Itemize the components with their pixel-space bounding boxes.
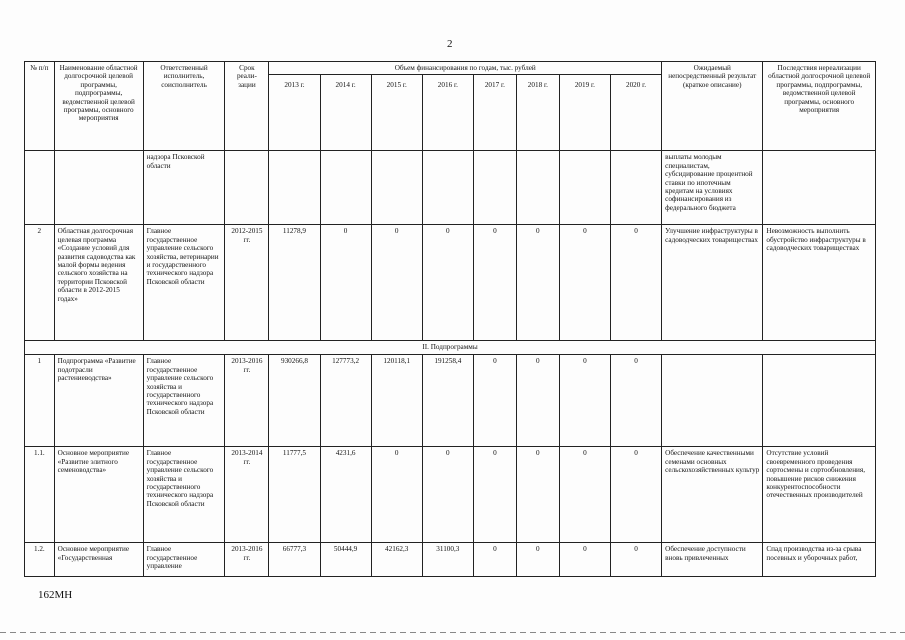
row-term: 2013-2016 гг.	[225, 543, 269, 577]
row-name: Подпрограмма «Развитие подотрасли растениеводства»	[54, 355, 143, 447]
table-row	[25, 151, 876, 225]
row-value: 0	[473, 225, 516, 341]
row-term: 2013-2014 гг.	[225, 447, 269, 543]
row-value: 0	[516, 447, 559, 543]
row-executor: Главное государственное управление сельского хозяйства и государственного технического надзора Псковской области	[143, 355, 225, 447]
row-value	[422, 151, 473, 225]
row-value: 120118,1	[371, 355, 422, 447]
row-value: 0	[516, 355, 559, 447]
row-value	[610, 151, 661, 225]
header-year: 2016 г.	[422, 75, 473, 151]
row-consequences: Невозможность выполнить обустройство инфраструктуры в садоводческих товариществах	[763, 225, 876, 341]
row-value: 0	[610, 355, 661, 447]
row-consequences	[763, 151, 876, 225]
row-consequences: Отсутствие условий своевременного проведения сортосмены и сортообновления, повышение рисков снижения конкурентоспособности отечественных производителей	[763, 447, 876, 543]
row-value	[269, 151, 320, 225]
row-num: 1.1.	[25, 447, 55, 543]
row-value: 11278,9	[269, 225, 320, 341]
header-year: 2014 г.	[320, 75, 371, 151]
row-value	[473, 151, 516, 225]
header-result: Ожидаемый непосредственный результат (краткое описание)	[662, 62, 763, 151]
row-value	[371, 151, 422, 225]
row-num: 1.2.	[25, 543, 55, 577]
row-name: Основное мероприятие «Государственная	[54, 543, 143, 577]
row-value: 0	[559, 225, 610, 341]
row-value: 42162,3	[371, 543, 422, 577]
row-value: 0	[516, 543, 559, 577]
row-value: 0	[559, 543, 610, 577]
header-year: 2019 г.	[559, 75, 610, 151]
header-num: № п/п	[25, 62, 55, 151]
row-value: 0	[422, 447, 473, 543]
row-result: Обеспечение качественными семенами основных сельскохозяйственных культур	[662, 447, 763, 543]
row-value: 0	[371, 447, 422, 543]
row-term	[225, 151, 269, 225]
row-value	[320, 151, 371, 225]
row-value	[559, 151, 610, 225]
section-title: II. Подпрограммы	[25, 341, 876, 355]
row-value: 0	[559, 355, 610, 447]
header-year: 2018 г.	[516, 75, 559, 151]
row-value: 930266,8	[269, 355, 320, 447]
row-executor: Главное государственное управление	[143, 543, 225, 577]
row-term: 2013-2016 гг.	[225, 355, 269, 447]
row-value: 0	[371, 225, 422, 341]
row-value: 0	[610, 543, 661, 577]
section-row	[25, 341, 876, 355]
page-number: 2	[447, 38, 453, 50]
row-value: 0	[422, 225, 473, 341]
row-num: 2	[25, 225, 55, 341]
row-result: Улучшение инфраструктуры в садоводческих товариществах	[662, 225, 763, 341]
header-term: Срок реали-зации	[225, 62, 269, 151]
row-value: 0	[473, 447, 516, 543]
row-value: 191258,4	[422, 355, 473, 447]
row-value: 4231,6	[320, 447, 371, 543]
header-consequences: Последствия нереализации областной долгосрочной целевой программы, подпрограммы, ведомственной целевой программы, основного мероприятия	[763, 62, 876, 151]
row-value: 0	[320, 225, 371, 341]
row-value: 0	[610, 225, 661, 341]
row-num: 1	[25, 355, 55, 447]
row-value: 50444,9	[320, 543, 371, 577]
header-year: 2017 г.	[473, 75, 516, 151]
row-value	[516, 151, 559, 225]
row-consequences	[763, 355, 876, 447]
header-year: 2020 г.	[610, 75, 661, 151]
table-row	[25, 225, 876, 341]
row-executor: Главное государственное управление сельского хозяйства и государственного технического надзора Псковской области	[143, 447, 225, 543]
row-value: 11777,5	[269, 447, 320, 543]
row-executor: надзора Псковской области	[143, 151, 225, 225]
table-row	[25, 355, 876, 447]
row-consequences: Спад производства из-за срыва посевных и уборочных работ,	[763, 543, 876, 577]
header-name: Наименование областной долгосрочной целевой программы, подпрограммы, ведомственной целевой программы, основного мероприятия	[54, 62, 143, 151]
header-executor: Ответственный исполнитель, соисполнитель	[143, 62, 225, 151]
row-value: 0	[610, 447, 661, 543]
row-result	[662, 355, 763, 447]
table-row	[25, 447, 876, 543]
row-term: 2012-2015 гг.	[225, 225, 269, 341]
row-num	[25, 151, 55, 225]
header-year: 2013 г.	[269, 75, 320, 151]
table-row	[25, 543, 876, 577]
row-name: Основное мероприятие «Развитие элитного семеноводства»	[54, 447, 143, 543]
row-result: Обеспечение доступности вновь привлеченных	[662, 543, 763, 577]
row-name: Областная долгосрочная целевая программа «Создание условий для развития садоводства как малой формы ведения сельского хозяйства на территории Псковской области в 2012-2015 годах»	[54, 225, 143, 341]
scan-edge-line	[0, 632, 905, 633]
row-value: 0	[559, 447, 610, 543]
row-value: 127773,2	[320, 355, 371, 447]
row-result: выплаты молодым специалистам, субсидирование процентной ставки по ипотечным кредитам на условиях софинансирования из федерального бюджета	[662, 151, 763, 225]
row-value: 0	[473, 355, 516, 447]
row-value: 0	[516, 225, 559, 341]
row-name	[54, 151, 143, 225]
header-year: 2015 г.	[371, 75, 422, 151]
header-funding-group: Объем финансирования по годам, тыс. рублей	[269, 62, 662, 75]
financing-table	[24, 61, 876, 577]
row-executor: Главное государственное управление сельского хозяйства, ветеринарии и государственного технического надзора Псковской области	[143, 225, 225, 341]
row-value: 66777,3	[269, 543, 320, 577]
row-value: 0	[473, 543, 516, 577]
footer-code: 162МН	[38, 589, 73, 601]
row-value: 31100,3	[422, 543, 473, 577]
